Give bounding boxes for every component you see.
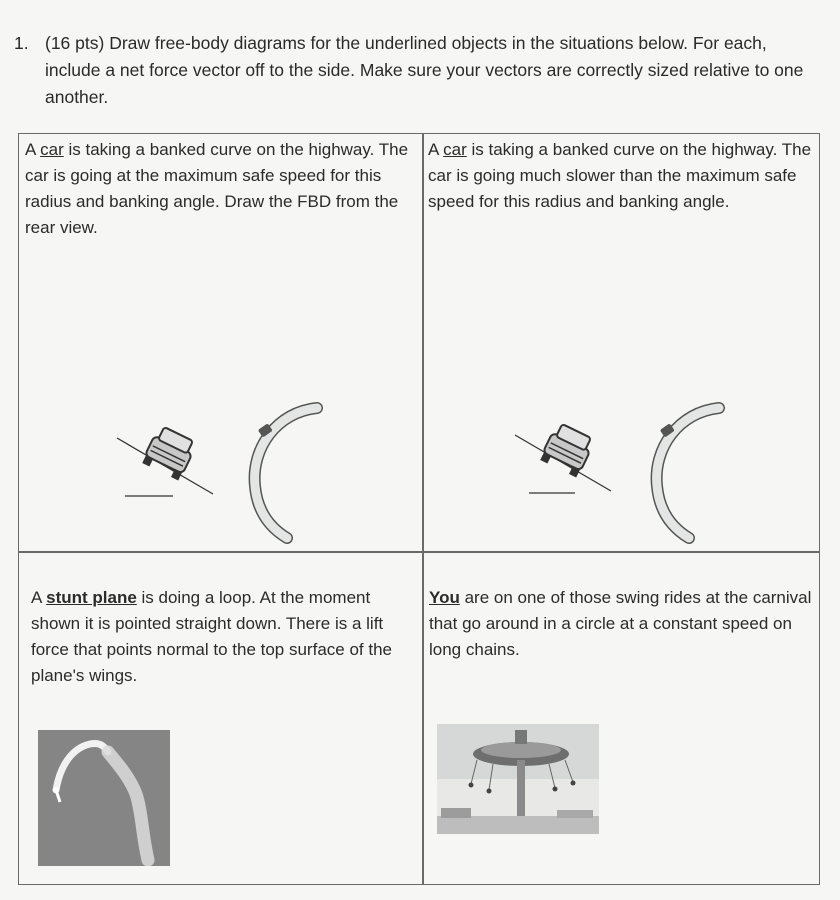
curved-track-icon <box>235 396 335 546</box>
underlined-object-you: You <box>429 588 460 607</box>
fbd-table <box>18 133 820 885</box>
swing-ride-photo <box>437 724 599 834</box>
cell-car-slow-text: A car is taking a banked curve on the highway. The car is going much slower than the maximum safe speed for this radius and banking angle. <box>428 140 812 211</box>
car-on-bank-icon <box>115 418 223 500</box>
car-on-bank-icon-2 <box>513 415 621 497</box>
table-divider-vertical <box>422 134 424 884</box>
curved-track-icon-2 <box>637 396 737 546</box>
underlined-object-stunt-plane: stunt plane <box>46 588 137 607</box>
underlined-object-car: car <box>40 140 64 159</box>
table-divider-horizontal <box>19 551 819 553</box>
stunt-plane-loop-photo <box>38 730 170 866</box>
cell-stunt-plane-text: A stunt plane is doing a loop. At the moment shown it is pointed straight down. There is a lift force that points normal to the top surface of the plane's wings. <box>31 588 392 685</box>
question-prompt <box>14 30 814 111</box>
cell-swing-ride-text: You are on one of those swing rides at the carnival that go around in a circle at a constant speed on long chains. <box>429 588 812 659</box>
underlined-object-car-2: car <box>443 140 467 159</box>
cell-car-max-speed-text: A car is taking a banked curve on the highway. The car is going at the maximum safe speed for this radius and banking angle. Draw the FBD from the rear view. <box>25 140 409 237</box>
question-text: (16 pts) Draw free-body diagrams for the underlined objects in the situations below. For each, include a net force vector off to the side. Make sure your vectors are correctly sized relative to one another. <box>45 33 804 107</box>
question-number: 1. <box>14 33 29 53</box>
